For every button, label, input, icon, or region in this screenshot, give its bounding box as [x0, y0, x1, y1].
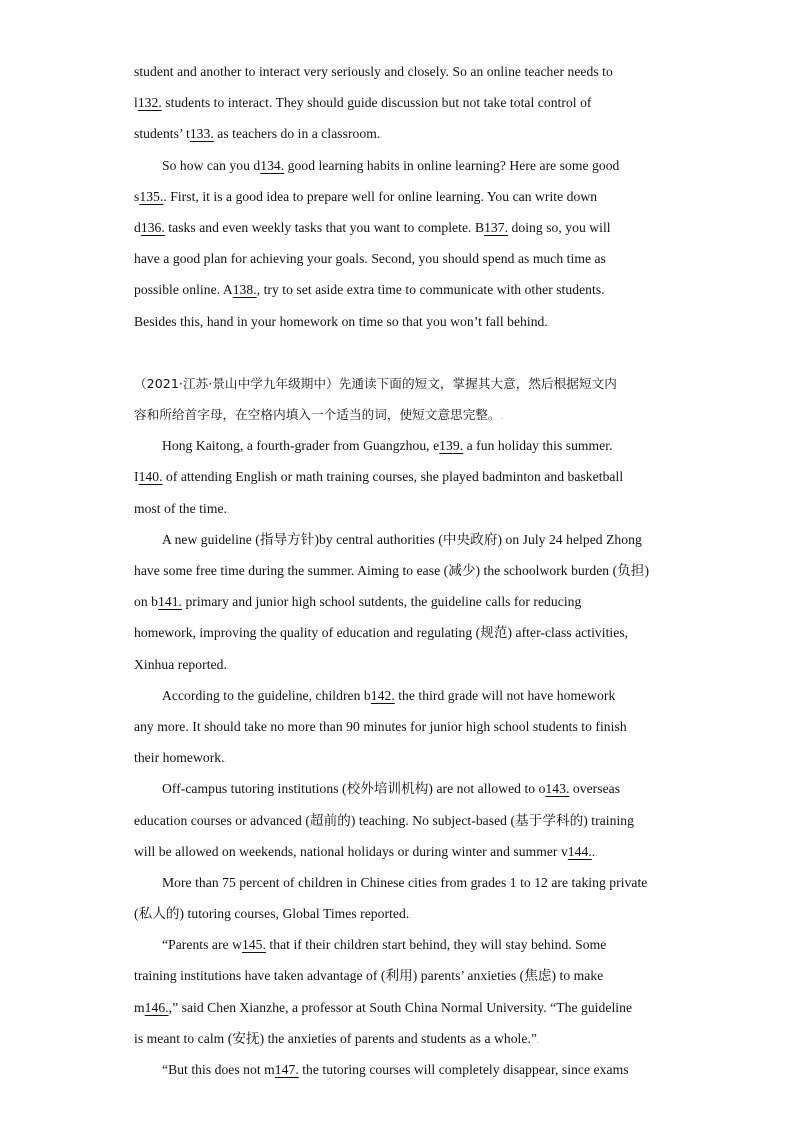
text-line	[134, 836, 664, 867]
answer-blank[interactable]: 135.	[139, 188, 164, 204]
text-line	[134, 929, 664, 960]
text-segment: the third grade will not have homework	[394, 687, 616, 703]
text-line	[134, 337, 664, 368]
text-line	[134, 992, 664, 1023]
text-line	[134, 617, 664, 648]
text-segment: （2021·江苏·景山中学九年级期中）先通读下面的短文，掌握其大意，然后根据短文内	[134, 375, 617, 391]
answer-blank[interactable]: 133.	[189, 126, 214, 142]
text-line	[134, 711, 664, 742]
text-line	[134, 524, 664, 555]
text-segment: A new guideline (指导方针)by central authorities (中央政府) on July 24 helped Zhong	[162, 531, 642, 547]
text-line	[134, 399, 664, 430]
paragraph-mark: .	[409, 911, 412, 921]
text-segment: Besides this, hand in your homework on time so that you won’t fall behind.	[134, 313, 548, 329]
answer-blank[interactable]: 138.	[232, 282, 257, 298]
text-segment: will be allowed on weekends, national holidays or during winter and summer v	[134, 843, 568, 859]
paragraph-mark: .	[537, 1035, 540, 1045]
text-segment: doing so, you will	[508, 219, 611, 235]
text-line	[134, 56, 664, 87]
text-segment: have some free time during the summer. Aiming to ease (减少) the schoolwork burden (负担)	[134, 563, 650, 578]
text-line	[134, 649, 664, 680]
paragraph-mark: .	[595, 848, 598, 858]
answer-blank[interactable]: 145.	[241, 937, 266, 953]
text-line	[134, 742, 664, 773]
text-line	[134, 555, 664, 586]
text-segment: s	[134, 188, 140, 204]
text-line	[134, 805, 664, 836]
text-segment: a fun holiday this summer.	[463, 438, 613, 454]
text-segment: d	[134, 219, 141, 235]
text-segment: I	[134, 469, 139, 485]
text-segment: Hong Kaitong, a fourth-grader from Guangzhou, e	[162, 438, 440, 454]
answer-blank[interactable]: 137.	[484, 219, 509, 235]
text-segment: “But this does not m	[162, 1062, 275, 1077]
text-segment: the tutoring courses will completely disappear, since exams	[298, 1062, 629, 1077]
text-segment: students to interact. They should guide discussion but not take total control of	[161, 95, 592, 111]
answer-blank[interactable]: 146.	[144, 999, 169, 1015]
text-segment: 容和所给首字母，在空格内填入一个适当的词，使短文意思完整。	[134, 407, 501, 423]
text-segment: tasks and even weekly tasks that you want to complete. B	[164, 219, 485, 235]
document-page	[134, 56, 664, 1085]
text-segment: on b	[134, 594, 158, 610]
answer-blank[interactable]: 142.	[370, 687, 395, 703]
text-line	[134, 773, 664, 804]
text-segment: is meant to calm (安抚) the anxieties of parents and students as a whole.”	[134, 1030, 537, 1046]
answer-blank[interactable]: 143.	[545, 781, 570, 797]
text-line	[134, 274, 664, 305]
text-segment: students’ t	[134, 126, 190, 142]
text-segment: Off-campus tutoring institutions (校外培训机构) are not allowed to o	[162, 781, 546, 797]
text-line	[134, 680, 664, 711]
text-segment: homework, improving the quality of education and regulating (规范) after-class activities,	[134, 625, 629, 641]
text-line	[134, 898, 664, 929]
text-segment: “Parents are w	[162, 937, 242, 953]
paragraph-mark: .	[226, 505, 230, 515]
text-line	[134, 368, 664, 399]
text-segment: of attending English or math training courses, she played badminton and basketball	[162, 469, 624, 485]
text-line	[134, 212, 664, 243]
text-segment: training institutions have taken advantage of (利用) parents’ anxieties (焦虑) to make	[134, 968, 604, 984]
text-line	[134, 461, 664, 492]
text-line	[134, 150, 664, 181]
text-segment: good learning habits in online learning? Here are some good	[284, 157, 620, 173]
text-segment: More than 75 percent of children in Chinese cities from grades 1 to 12 are taking private	[162, 874, 648, 890]
answer-blank[interactable]: 136.	[140, 219, 165, 235]
text-line	[134, 430, 664, 461]
text-segment: possible online. A	[134, 282, 233, 298]
paragraph-mark: .	[380, 131, 383, 141]
text-segment: l	[134, 95, 138, 111]
answer-blank[interactable]: 140.	[138, 469, 163, 485]
text-segment: .	[591, 843, 596, 859]
text-segment: (私人的) tutoring courses, Global Times reported.	[134, 906, 410, 922]
text-segment: as teachers do in a classroom.	[213, 126, 381, 142]
text-segment: According to the guideline, children b	[162, 687, 371, 703]
answer-blank[interactable]: 147.	[274, 1062, 299, 1077]
text-line	[134, 493, 664, 524]
paragraph-mark: .	[547, 318, 550, 328]
answer-blank[interactable]: 141.	[158, 594, 182, 610]
answer-blank[interactable]: 134.	[260, 157, 285, 173]
text-segment: any more. It should take no more than 90 minutes for junior high school students to finish	[134, 718, 627, 734]
text-line	[134, 960, 664, 991]
text-segment: have a good plan for achieving your goals. Second, you should spend as much time as	[134, 251, 606, 267]
text-segment: that if their children start behind, they will stay behind. Some	[265, 937, 607, 953]
text-segment: So how can you d	[162, 157, 261, 173]
paragraph-mark: .	[500, 412, 503, 422]
text-segment: education courses or advanced (超前的) teaching. No subject-based (基于学科的) training	[134, 812, 634, 828]
text-line	[134, 586, 664, 617]
text-line	[134, 1054, 664, 1085]
text-segment: student and another to interact very seriously and closely. So an online teacher needs to	[134, 64, 613, 79]
paragraph-mark: .	[226, 661, 229, 671]
text-line	[134, 306, 664, 337]
text-line	[134, 87, 664, 118]
text-line	[134, 181, 664, 212]
text-line	[134, 1023, 664, 1054]
text-segment: , try to set aside extra time to communicate with other students.	[256, 282, 605, 298]
paragraph-mark: .	[224, 755, 227, 765]
text-segment: m	[134, 999, 145, 1015]
text-segment: most of the time.	[134, 500, 227, 516]
text-segment: their homework.	[134, 750, 225, 766]
answer-blank[interactable]: 144.	[567, 843, 592, 859]
text-segment: primary and junior high school sutdents, the guideline calls for reducing	[182, 594, 582, 610]
answer-blank[interactable]: 132.	[137, 95, 162, 111]
text-line	[134, 243, 664, 274]
text-segment: Xinhua reported.	[134, 656, 227, 672]
text-segment: . First, it is a good idea to prepare well for online learning. You can write down	[163, 188, 598, 204]
text-segment: ,” said Chen Xianzhe, a professor at South China Normal University. “The guideline	[168, 999, 633, 1015]
text-line	[134, 867, 664, 898]
answer-blank[interactable]: 139.	[439, 438, 464, 454]
text-line	[134, 118, 664, 149]
text-segment: overseas	[569, 781, 621, 797]
